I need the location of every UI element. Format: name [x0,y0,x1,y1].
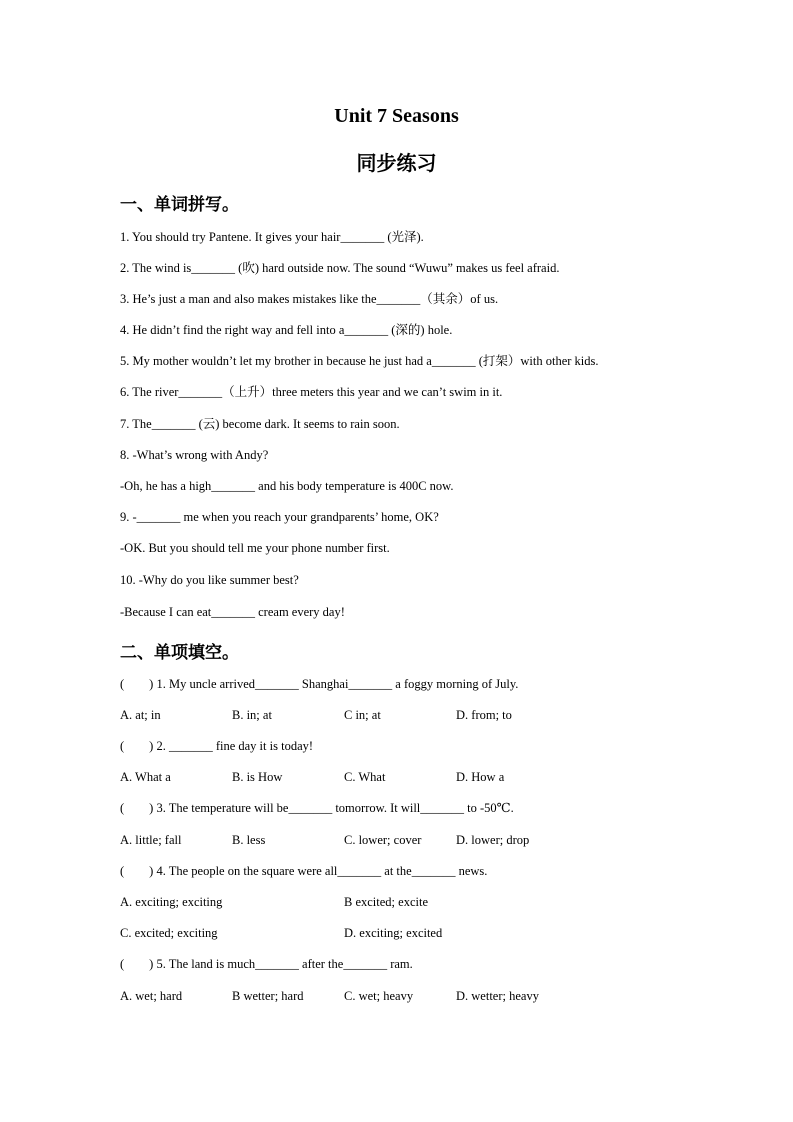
option: C in; at [344,708,381,722]
option: B. is How [232,770,283,784]
spelling-line: 1. You should try Pantene. It gives your hair_______ (光泽). [120,230,424,244]
section-heading-choice: 二、单项填空。 [120,643,239,663]
option: D. from; to [456,708,512,722]
document-subtitle: 同步练习 [356,153,437,175]
spelling-line: 3. He’s just a man and also makes mistakes like the_______（其余）of us. [120,292,499,306]
question: ( ) 4. The people on the square were all_______ at the_______ news. [120,864,488,878]
option: C. wet; heavy [344,989,414,1003]
spelling-line: 8. -What’s wrong with Andy? [120,448,269,462]
option: A. at; in [120,708,161,722]
document-title: Unit 7 Seasons [334,105,459,127]
spelling-line: 10. -Why do you like summer best? [120,573,299,587]
option: C. lower; cover [344,833,422,847]
question: ( ) 5. The land is much_______ after the_______ ram. [120,957,413,971]
option: C. excited; exciting [120,926,218,940]
option: D. How a [456,770,505,784]
spelling-line: 2. The wind is_______ (吹) hard outside now. The sound “Wuwu” makes us feel afraid. [120,261,560,275]
option: D. exciting; excited [344,926,443,940]
option: C. What [344,770,386,784]
spelling-line: 6. The river_______（上升）three meters this year and we can’t swim in it. [120,385,503,399]
option: B wetter; hard [232,989,304,1003]
option: B. less [232,833,266,847]
option: D. wetter; heavy [456,989,539,1003]
section-heading-spelling: 一、单词拼写。 [120,195,239,215]
spelling-line: -Oh, he has a high_______ and his body temperature is 400C now. [120,479,454,493]
option: B. in; at [232,708,272,722]
option: A. What a [120,770,171,784]
spelling-line: 4. He didn’t find the right way and fell into a_______ (深的) hole. [120,323,453,337]
question: ( ) 3. The temperature will be_______ tomorrow. It will_______ to -50℃. [120,801,514,815]
question: ( ) 2. _______ fine day it is today! [120,739,314,753]
spelling-line: -OK. But you should tell me your phone number first. [120,541,390,555]
question: ( ) 1. My uncle arrived_______ Shanghai_______ a foggy morning of July. [120,677,519,691]
option: B excited; excite [344,895,428,909]
option: A. exciting; exciting [120,895,223,909]
option: A. wet; hard [120,989,183,1003]
option: A. little; fall [120,833,182,847]
spelling-line: -Because I can eat_______ cream every day! [120,605,345,619]
option: D. lower; drop [456,833,530,847]
spelling-line: 9. -_______ me when you reach your grandparents’ home, OK? [120,510,439,524]
spelling-line: 5. My mother wouldn’t let my brother in because he just had a_______ (打架）with other kids. [120,354,599,368]
spelling-line: 7. The_______ (云) become dark. It seems to rain soon. [120,417,400,431]
